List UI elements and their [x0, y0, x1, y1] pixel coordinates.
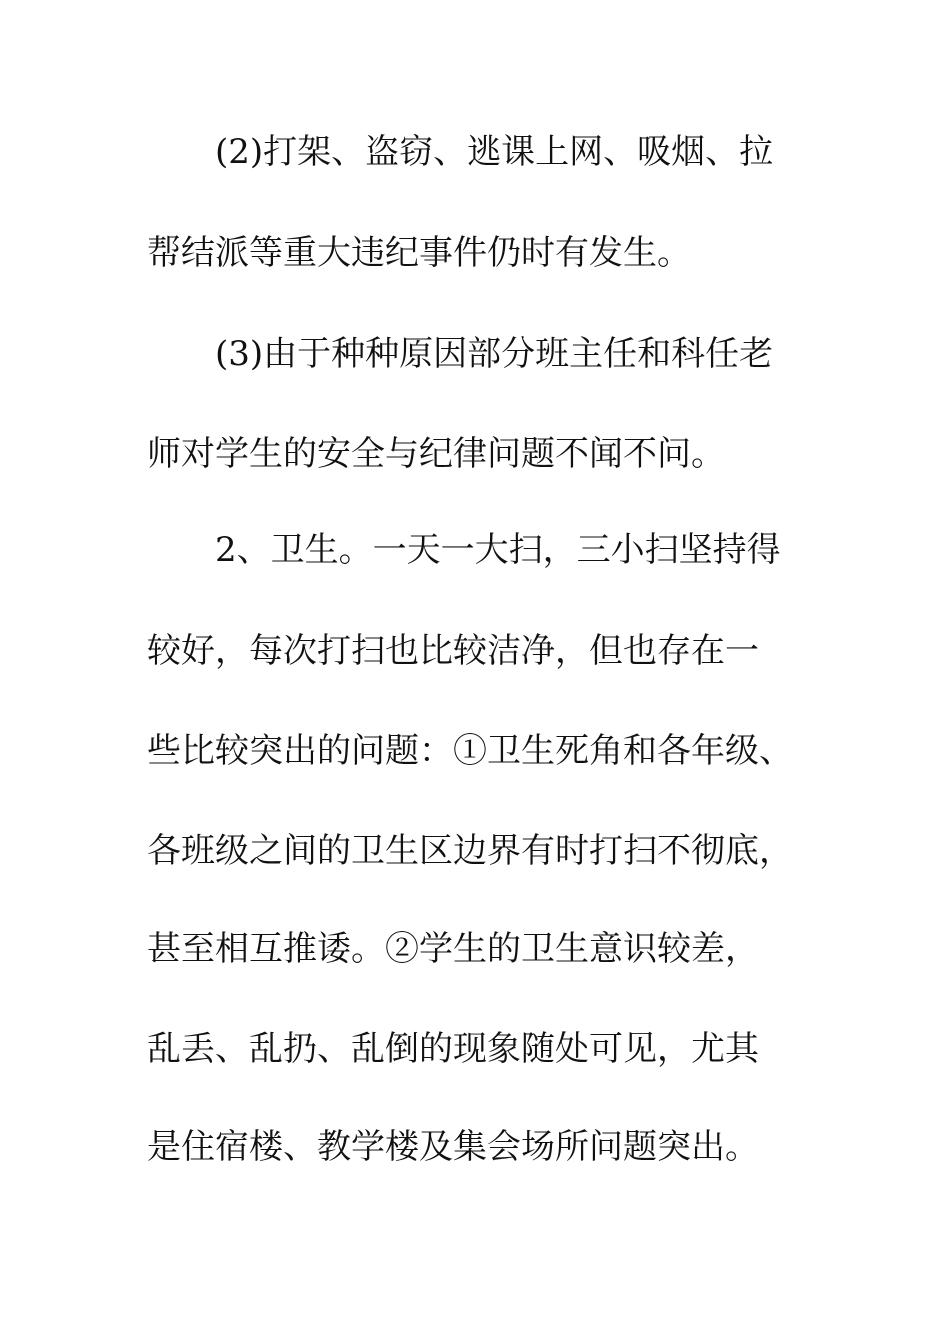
- paragraph-line: 较好，每次打扫也比较洁净，但也存在一: [147, 631, 759, 671]
- paragraph-line: 各班级之间的卫生区边界有时打扫不彻底，: [147, 831, 793, 871]
- paragraph-line: 甚至相互推诿。②学生的卫生意识较差，: [147, 929, 759, 969]
- paragraph-line: 些比较突出的问题：①卫生死角和各年级、: [147, 731, 793, 771]
- paragraph-line: 是住宿楼、教学楼及集会场所问题突出。: [147, 1127, 759, 1167]
- paragraph-line: 乱丢、乱扔、乱倒的现象随处可见，尤其: [147, 1029, 759, 1069]
- paragraph-line: 师对学生的安全与纪律问题不闻不问。: [147, 434, 725, 474]
- paragraph-line: (2)打架、盗窃、逃课上网、吸烟、拉: [215, 132, 774, 172]
- paragraph-line: (3)由于种种原因部分班主任和科任老: [215, 334, 774, 374]
- paragraph-line: 帮结派等重大违纪事件仍时有发生。: [147, 233, 691, 273]
- paragraph-line: 2、卫生。一天一大扫，三小扫坚持得: [215, 530, 781, 570]
